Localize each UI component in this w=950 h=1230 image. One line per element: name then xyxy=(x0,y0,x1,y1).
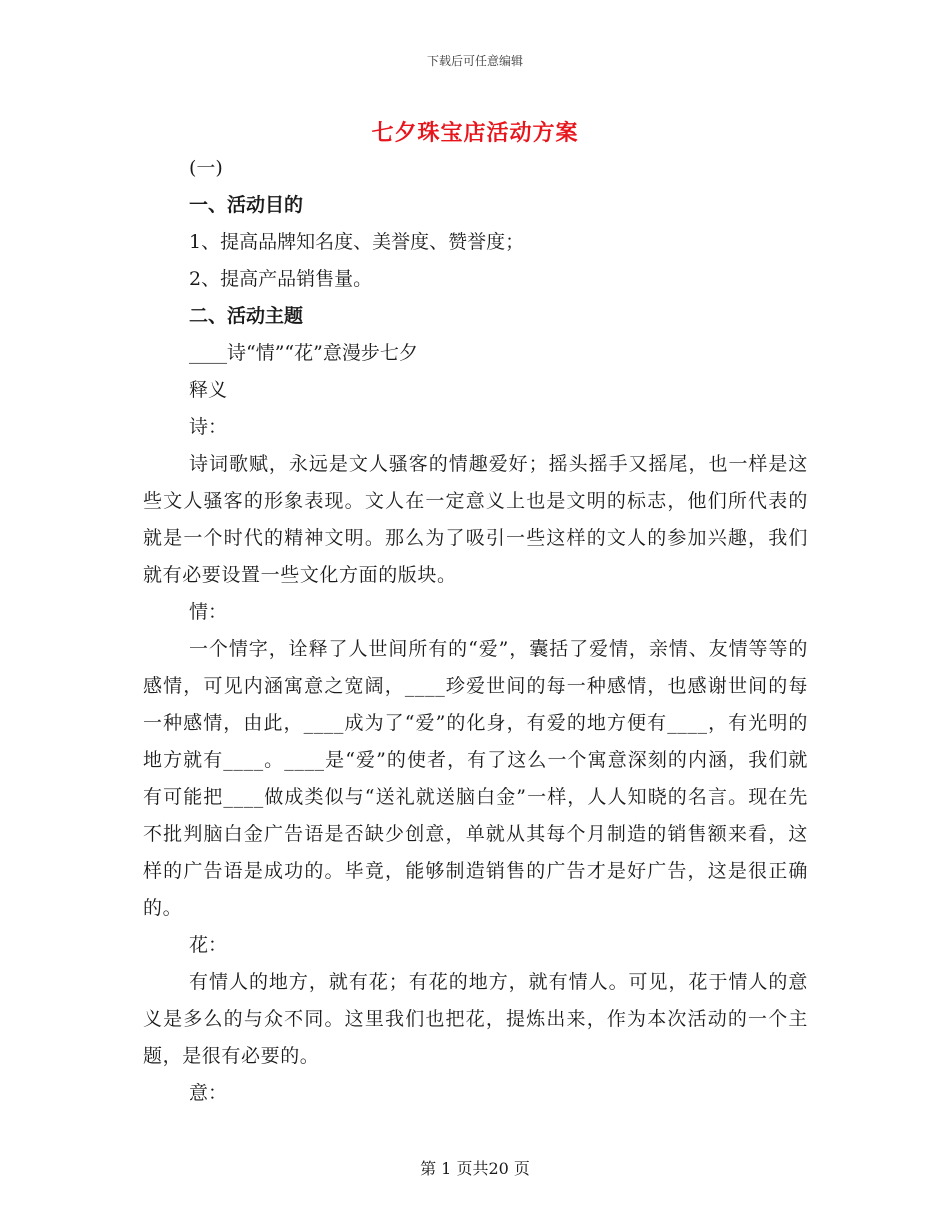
document-title: 七夕珠宝店活动方案 xyxy=(371,120,579,146)
document-body xyxy=(143,150,808,1112)
footer-suffix: 页 xyxy=(513,1159,530,1178)
section-marker: (一) xyxy=(189,157,223,179)
purpose-item-2: 2、提高产品销售量。 xyxy=(189,268,373,290)
flower-label: 花： xyxy=(189,934,228,956)
footer-prefix: 第 xyxy=(420,1159,437,1178)
page-footer xyxy=(0,1156,950,1179)
meaning-label: 意： xyxy=(189,1082,228,1104)
poetry-label: 诗： xyxy=(189,416,228,438)
footer-total-pages: 20 xyxy=(488,1159,509,1178)
explanation-label: 释义 xyxy=(189,379,228,401)
footer-middle: 页共 xyxy=(456,1159,489,1178)
poetry-paragraph: 诗词歌赋，永远是文人骚客的情趣爱好；摇头摇手又摇尾，也一样是这些文人骚客的形象表现。文人在一定意义上也是文明的标志，他们所代表的就是一个时代的精神文明。那么为了吸引一些这样的文人的参加兴趣，我们就有必要设置一些文化方面的版块。 xyxy=(143,453,808,586)
footer-page-number: 1 xyxy=(441,1159,452,1178)
emotion-label: 情： xyxy=(189,601,228,623)
purpose-item-1: 1、提高品牌知名度、美誉度、赞誉度； xyxy=(189,231,525,253)
emotion-paragraph: 一个情字，诠释了人世间所有的“爱”，囊括了爱情，亲情、友情等等的感情，可见内涵寓意之宽阔，____珍爱世间的每一种感情，也感谢世间的每一种感情，由此，____成为了“爱”的化身，有爱的地方便有____，有光明的地方就有____。____是“爱”的使者，有了这么一个寓意深刻的内涵，我们就有可能把____做成类似与“送礼就送脑白金”一样，人人知晓的名言。现在先不批判脑白金广告语是否缺少创意，单就从其每个月制造的销售额来看，这样的广告语是成功的。毕竟，能够制造销售的广告才是好广告，这是很正确的。 xyxy=(143,638,808,919)
flower-paragraph: 有情人的地方，就有花；有花的地方，就有情人。可见，花于情人的意义是多么的与众不同。这里我们也把花，提炼出来，作为本次活动的一个主题，是很有必要的。 xyxy=(143,971,808,1067)
heading-activity-purpose: 一、活动目的 xyxy=(189,194,304,216)
header-note: 下载后可任意编辑 xyxy=(426,54,523,68)
theme-text: ____诗“情”“花”意漫步七夕 xyxy=(189,342,418,364)
heading-activity-theme: 二、活动主题 xyxy=(189,305,304,327)
